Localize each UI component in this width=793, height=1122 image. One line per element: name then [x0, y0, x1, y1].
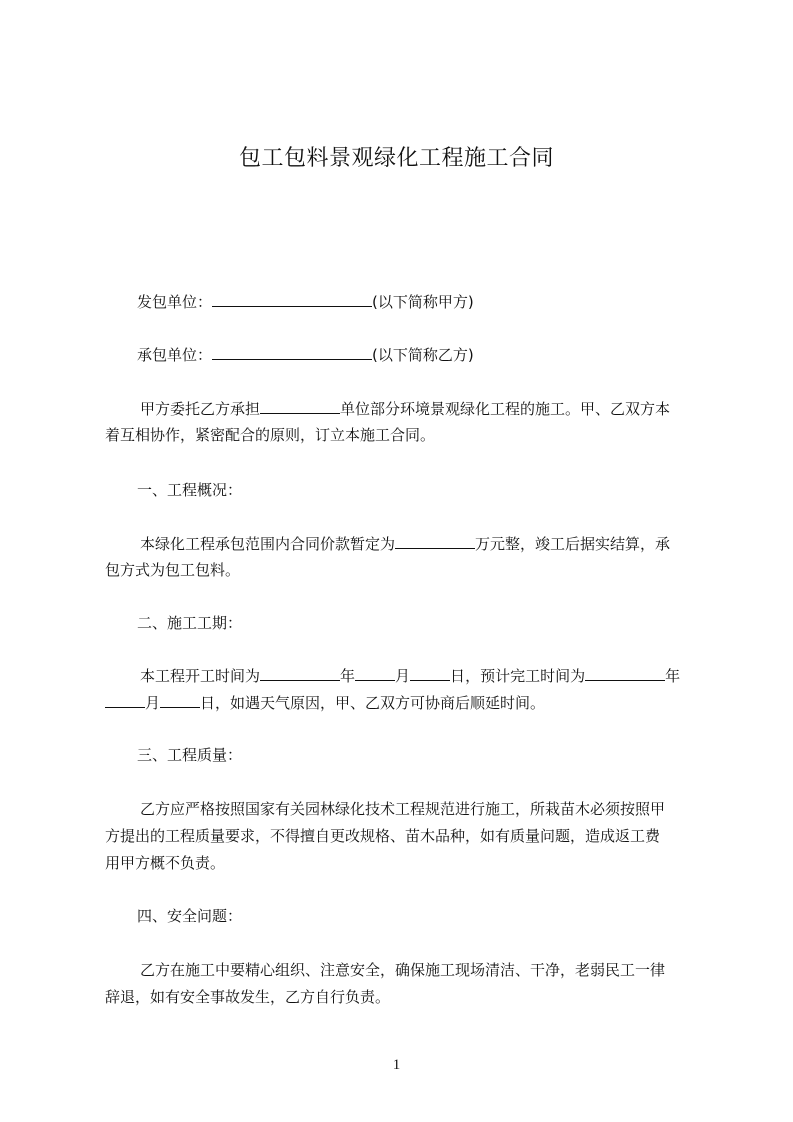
section-2-line-2 [105, 693, 545, 712]
section-1-line-1 [140, 534, 670, 553]
section-2-line-1 [140, 666, 680, 685]
end-day-label: 日 [200, 694, 216, 712]
intro-blank [260, 399, 340, 414]
start-month-blank [355, 666, 395, 681]
section-3-heading: 三、工程质量： [137, 746, 243, 764]
end-month-label: 月 [145, 694, 161, 712]
start-year-blank [260, 666, 340, 681]
contract-price-blank [395, 534, 475, 549]
end-year-blank [585, 666, 665, 681]
end-year-label: 年 [665, 667, 681, 685]
party-b-line [137, 345, 474, 364]
section-1-text-b: 万元整，竣工后据实结算，承 [475, 535, 671, 553]
intro-line-1 [140, 399, 670, 418]
intro-text-b: 单位部分环境景观绿化工程的施工。甲、乙双方本 [340, 400, 671, 418]
start-day-label: 日 [450, 667, 466, 685]
party-a-note: (以下简称甲方) [372, 293, 474, 311]
section-2-heading: 二、施工工期： [137, 614, 243, 632]
start-year-label: 年 [340, 667, 356, 685]
party-b-blank [212, 345, 372, 360]
page-number: 1 [392, 1057, 401, 1073]
party-a-line [137, 292, 474, 311]
end-text: ，预计完工时间为 [465, 667, 586, 685]
section-3-line-3: 用甲方概不负责。 [105, 854, 226, 872]
section-3-line-2: 方提出的工程质量要求，不得擅自更改规格、苗木品种，如有质量问题，造成返工费 [105, 827, 661, 845]
section-4-heading: 四、安全问题： [137, 907, 243, 925]
document-title: 包工包料景观绿化工程施工合同 [238, 146, 554, 171]
section-2-tail: ，如遇天气原因，甲、乙双方可协商后顺延时间。 [215, 694, 546, 712]
end-day-blank [160, 693, 200, 708]
start-month-label: 月 [395, 667, 411, 685]
party-b-note: (以下简称乙方) [372, 346, 474, 364]
section-1-text-a: 本绿化工程承包范围内合同价款暂定为 [140, 535, 396, 553]
section-1-line-2: 包方式为包工包料。 [105, 561, 241, 579]
section-4-line-2: 辞退，如有安全事故发生，乙方自行负责。 [105, 988, 391, 1006]
start-day-blank [410, 666, 450, 681]
section-3-line-1: 乙方应严格按照国家有关园林绿化技术工程规范进行施工，所栽苗木必须按照甲 [140, 800, 666, 818]
end-month-blank [105, 693, 145, 708]
intro-line-2: 着互相协作，紧密配合的原则，订立本施工合同。 [105, 426, 436, 444]
party-a-label: 发包单位： [137, 293, 213, 311]
party-a-blank [212, 292, 372, 307]
start-text: 本工程开工时间为 [140, 667, 261, 685]
intro-text-a: 甲方委托乙方承担 [140, 400, 261, 418]
section-1-heading: 一、工程概况： [137, 481, 243, 499]
section-4-line-1: 乙方在施工中要精心组织、注意安全，确保施工现场清洁、干净，老弱民工一律 [140, 961, 666, 979]
party-b-label: 承包单位： [137, 346, 213, 364]
